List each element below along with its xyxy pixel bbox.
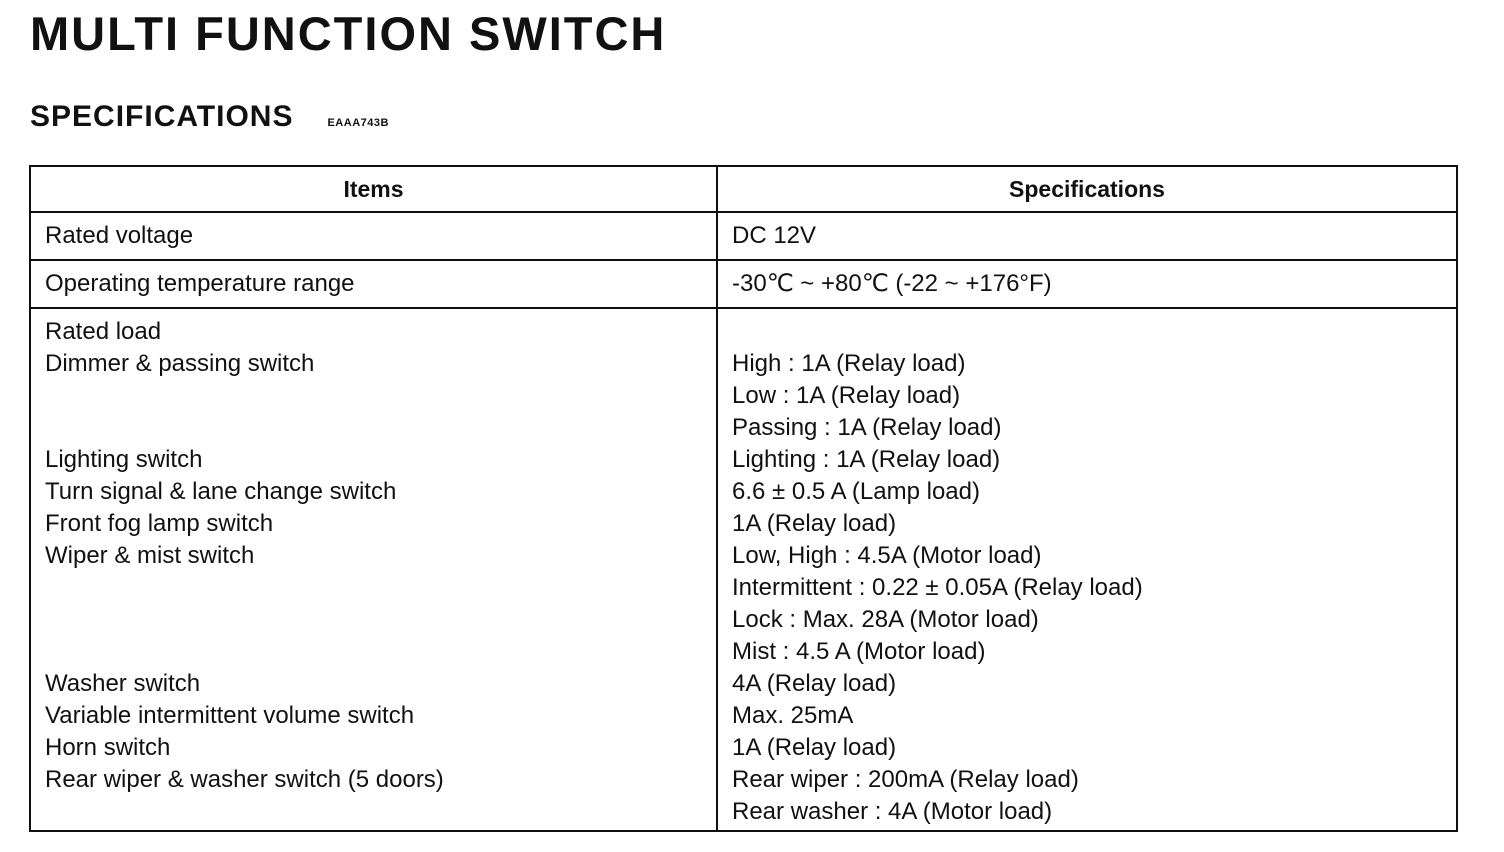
rated-load-specs-cell [717,308,1457,831]
table-row-rated-load [30,308,1457,831]
spec-line: Lighting : 1A (Relay load) [732,446,1001,473]
section-code: EAAA743B [327,117,389,129]
item-cell: Rated voltage [30,212,717,260]
spec-line: Lock : Max. 28A (Motor load) [732,606,1039,633]
spec-line: Low : 1A (Relay load) [732,382,961,409]
spec-cell: -30℃ ~ +80℃ (-22 ~ +176°F) [717,260,1457,308]
rated-load-items-cell [30,308,717,831]
item-line: Wiper & mist switch [45,542,255,569]
item-line [45,636,702,668]
spec-line: High : 1A (Relay load) [732,350,966,377]
spec-line: 6.6 ± 0.5 A (Lamp load) [732,478,980,505]
spec-line: Passing : 1A (Relay load) [732,414,1002,441]
table-row-operating-temperature [30,260,1457,308]
spec-line: Max. 25mA [732,702,854,729]
section-heading [30,100,389,134]
item-cell: Operating temperature range [30,260,717,308]
specifications-table [29,165,1458,832]
item-line: Variable intermittent volume switch [45,702,415,729]
spec-line: 1A (Relay load) [732,734,897,761]
item-line [45,412,702,444]
item-line: Horn switch [45,734,171,761]
spec-line: Rear wiper : 200mA (Relay load) [732,766,1079,793]
item-line [45,604,702,636]
item-line: Turn signal & lane change switch [45,478,397,505]
spec-line: 4A (Relay load) [732,670,897,697]
item-line: Washer switch [45,670,201,697]
item-line [45,796,702,828]
spec-line: Mist : 4.5 A (Motor load) [732,638,986,665]
header-specifications: Specifications [717,166,1457,212]
table-header-row [30,166,1457,212]
spec-line: Intermittent : 0.22 ± 0.05A (Relay load) [732,574,1143,601]
item-line [45,572,702,604]
item-line: Rated load [45,318,162,345]
item-line: Rear wiper & washer switch (5 doors) [45,766,444,793]
spec-line: Rear washer : 4A (Motor load) [732,798,1053,825]
spec-line [732,316,1442,348]
item-line: Lighting switch [45,446,203,473]
table-row-rated-voltage [30,212,1457,260]
item-line [45,380,702,412]
spec-cell: DC 12V [717,212,1457,260]
document-title: MULTI FUNCTION SWITCH [30,7,667,60]
section-title: SPECIFICATIONS [30,100,294,133]
item-line: Dimmer & passing switch [45,350,315,377]
spec-line: Low, High : 4.5A (Motor load) [732,542,1042,569]
spec-line: 1A (Relay load) [732,510,897,537]
item-line: Front fog lamp switch [45,510,274,537]
header-items: Items [30,166,717,212]
